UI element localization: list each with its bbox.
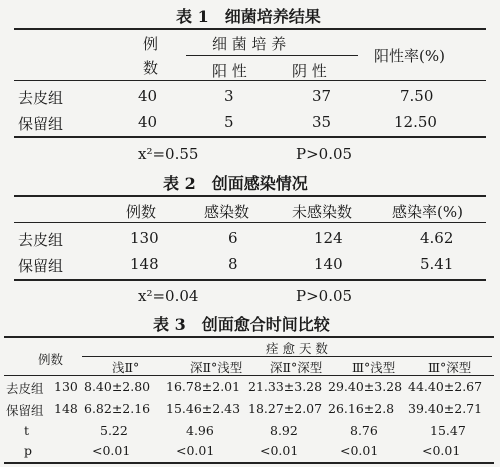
table2-row-rate: 5.41 — [420, 255, 454, 273]
table1-bottom-rule — [14, 136, 486, 138]
table3-row-value: <0.01 — [340, 443, 379, 458]
table1-row-group: 保留组 — [18, 115, 64, 133]
table2-header-not-infected: 未感染数 — [292, 203, 353, 221]
table3-row-value: 39.40±2.71 — [408, 401, 483, 416]
table3-row-value: 4.96 — [186, 423, 214, 438]
table3-header-count: 例数 — [38, 352, 64, 367]
table1-row-count: 40 — [138, 87, 158, 105]
table1-row-rate: 12.50 — [394, 113, 437, 131]
table1-header-culture: 细 菌 培 养 — [212, 35, 287, 53]
table2-row-rate: 4.62 — [420, 229, 454, 247]
table3-row-value: 5.22 — [100, 423, 128, 438]
table3-row-count: 148 — [54, 401, 78, 416]
table1-header-count-2: 数 — [143, 59, 159, 77]
table3-row-value: 15.47 — [430, 423, 466, 438]
table3-row-value: 6.82±2.16 — [84, 401, 151, 416]
table2-bottom-rule — [14, 279, 486, 281]
table2-header-rule — [14, 222, 486, 223]
table2-top-rule — [14, 195, 486, 197]
table3-row-value: 26.16±2.8 — [328, 401, 395, 416]
table2-header-count: 例数 — [126, 203, 157, 221]
table2-p-value: P>0.05 — [296, 287, 353, 305]
table3-row-value: <0.01 — [176, 443, 215, 458]
table2-row-not-infected: 140 — [314, 255, 343, 273]
table3-row-value: 21.33±3.28 — [248, 379, 323, 394]
table3-header-col: 深Ⅱ°浅型 — [190, 360, 243, 375]
table1-chi-square: x²=0.55 — [138, 145, 199, 163]
table1-subheader-rule — [186, 55, 358, 56]
table3-row-group: p — [24, 443, 33, 458]
table2-row-count: 130 — [130, 229, 159, 247]
table1-header-negative: 阴 性 — [292, 62, 327, 80]
table3-top-rule — [4, 336, 494, 338]
table3-header-col: Ⅲ°浅型 — [352, 360, 396, 375]
table3-bottom-rule — [4, 462, 494, 464]
table3-row-group: t — [24, 423, 30, 438]
table1-row-negative: 37 — [312, 87, 332, 105]
table3-row-value: 8.92 — [270, 423, 298, 438]
table3-row-value: 44.40±2.67 — [408, 379, 483, 394]
table1-header-positive: 阳 性 — [212, 62, 247, 80]
table3-row-value: 8.40±2.80 — [84, 379, 151, 394]
table3-row-value: 15.46±2.43 — [166, 401, 241, 416]
table1-row-count: 40 — [138, 113, 158, 131]
table1-row-group: 去皮组 — [18, 89, 64, 107]
table2-title: 表 2 创面感染情况 — [163, 174, 308, 193]
table1-header-rate: 阳性率(%) — [374, 47, 445, 65]
table3-row-value: <0.01 — [422, 443, 461, 458]
table2-header-infected: 感染数 — [204, 203, 250, 221]
table3-row-value: <0.01 — [260, 443, 299, 458]
table1-header-rule — [14, 80, 486, 81]
table3-row-value: 16.78±2.01 — [166, 379, 241, 394]
table2-row-count: 148 — [130, 255, 159, 273]
table3-row-group: 去皮组 — [6, 381, 44, 396]
table2-row-not-infected: 124 — [314, 229, 343, 247]
table3-header-col: 深Ⅱ°深型 — [270, 360, 323, 375]
table3-subheader-rule — [82, 356, 492, 357]
table2-header-rate: 感染率(%) — [392, 203, 463, 221]
table3-header-rule — [4, 375, 494, 376]
table1-p-value: P>0.05 — [296, 145, 353, 163]
table3-row-group: 保留组 — [6, 403, 44, 418]
table3-header-col: 浅Ⅱ° — [112, 360, 140, 375]
table3-row-value: 8.76 — [350, 423, 378, 438]
table3-row-value: 29.40±3.28 — [328, 379, 403, 394]
table2-row-infected: 6 — [228, 229, 238, 247]
table1-top-rule — [14, 28, 486, 30]
table2-chi-square: x²=0.04 — [138, 287, 199, 305]
table1-row-negative: 35 — [312, 113, 332, 131]
table2-row-infected: 8 — [228, 255, 238, 273]
table1-row-positive: 5 — [224, 113, 234, 131]
table3-row-count: 130 — [54, 379, 78, 394]
table1-row-rate: 7.50 — [400, 87, 434, 105]
table3-row-value: 18.27±2.07 — [248, 401, 323, 416]
table1-header-count-1: 例 — [143, 35, 159, 53]
table3-title: 表 3 创面愈合时间比较 — [153, 315, 330, 334]
table3-header-col: Ⅲ°深型 — [428, 360, 472, 375]
table2-row-group: 去皮组 — [18, 231, 64, 249]
table2-row-group: 保留组 — [18, 257, 64, 275]
table3-header-heal-days: 痊 愈 天 数 — [266, 341, 328, 356]
table1-title: 表 1 细菌培养结果 — [176, 7, 321, 26]
table1-row-positive: 3 — [224, 87, 234, 105]
table3-row-value: <0.01 — [92, 443, 131, 458]
